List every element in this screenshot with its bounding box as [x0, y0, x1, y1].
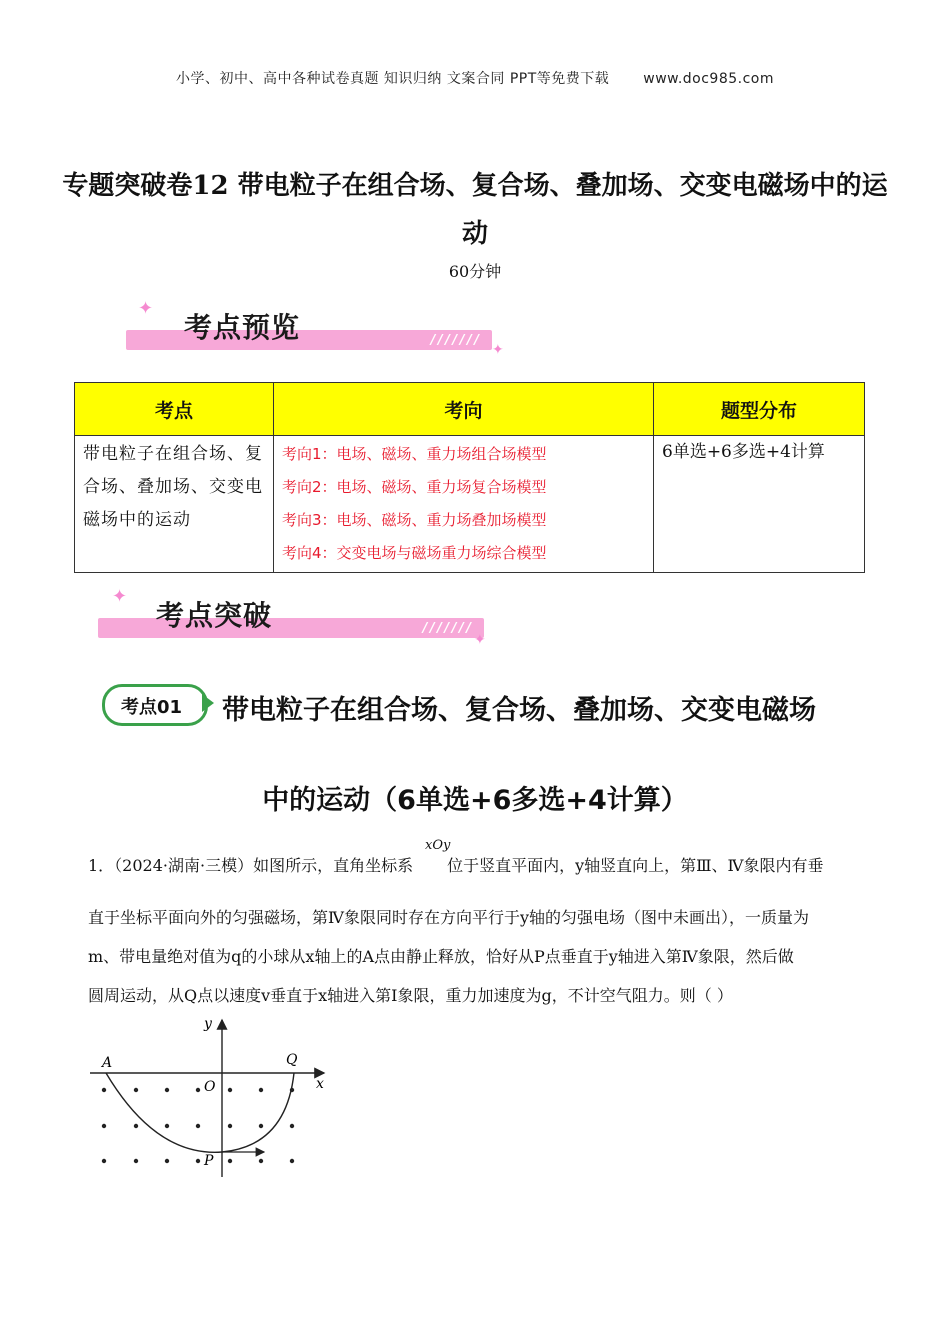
- point-p-label: P: [204, 1153, 214, 1169]
- page-title: 专题突破卷12 带电粒子在组合场、复合场、叠加场、交变电磁场中的运动: [62, 171, 888, 249]
- header-site[interactable]: www.doc985.com: [643, 71, 775, 87]
- section-badge: [102, 684, 212, 722]
- sparkle-icon: ✦: [138, 298, 154, 319]
- distribution-cell: 6单选+6多选+4计算: [654, 436, 865, 573]
- point-a-label: A: [102, 1055, 113, 1071]
- header-direction: 考向: [274, 383, 654, 436]
- section-title: 带电粒子在组合场、复合场、叠加场、交变电磁场: [222, 695, 816, 726]
- question-line: 1．（2024·湖南·三模）如图所示，直角坐标系 位于竖直平面内，y轴竖直向上，第Ⅲ、Ⅳ象限内有垂: [88, 856, 824, 875]
- direction-item: 考向2：电场、磁场、重力场复合场模型: [282, 478, 547, 496]
- overview-table: [74, 382, 865, 573]
- x-axis-label: x: [316, 1076, 324, 1092]
- trajectory-curve: [106, 1073, 294, 1152]
- badge-label: 考点01: [121, 697, 183, 718]
- page-header: [0, 68, 950, 88]
- origin-label: O: [204, 1079, 216, 1095]
- sparkle-icon: ✦: [474, 632, 486, 648]
- direction-item: 考向1：电场、磁场、重力场组合场模型: [282, 445, 547, 463]
- badge-arrow-icon: [202, 694, 214, 712]
- banner-bar: / / / / / / /: [126, 330, 492, 350]
- field-diagram: [86, 1012, 346, 1182]
- header-distribution: 题型分布: [654, 383, 865, 436]
- y-axis-label: y: [204, 1016, 212, 1032]
- banner-breakthrough: [72, 586, 492, 648]
- question-line: 直于坐标平面向外的匀强磁场，第Ⅳ象限同时存在方向平行于y轴的匀强电场（图中未画出），一质量为: [88, 908, 810, 927]
- question-line: m、带电量绝对值为q的小球从x轴上的A点由静止释放，恰好从P点垂直于y轴进入第Ⅳ象限，然后做: [88, 947, 794, 966]
- banner-label: 考点突破: [156, 599, 273, 632]
- sparkle-icon: ✦: [112, 586, 128, 607]
- banner-label: 考点预览: [184, 311, 301, 344]
- header-topic: 考点: [75, 383, 274, 436]
- header-text: 小学、初中、高中各种试卷真题 知识归纳 文案合同 PPT等免费下载: [175, 71, 610, 87]
- coordinate-label: xOy: [425, 838, 451, 853]
- topic-cell: 带电粒子在组合场、复合场、叠加场、交变电磁场中的运动: [75, 436, 274, 573]
- question-line: 圆周运动，从Q点以速度v垂直于x轴进入第Ⅰ象限，重力加速度为g，不计空气阻力。则（ ）: [88, 986, 733, 1005]
- direction-cell: [274, 436, 654, 573]
- duration: 60分钟: [448, 262, 502, 281]
- section-title-cont: 中的运动（6单选+6多选+4计算）: [262, 785, 688, 816]
- direction-item: 考向4：交变电场与磁场重力场综合模型: [282, 544, 547, 562]
- point-q-label: Q: [286, 1052, 298, 1068]
- banner-bar: / / / / / / /: [98, 618, 484, 638]
- magnetic-field-dots: [102, 1088, 294, 1163]
- sparkle-icon: ✦: [492, 342, 504, 358]
- direction-item: 考向3：电场、磁场、重力场叠加场模型: [282, 511, 547, 529]
- physics-figure: [86, 1012, 346, 1186]
- banner-preview: [100, 300, 520, 356]
